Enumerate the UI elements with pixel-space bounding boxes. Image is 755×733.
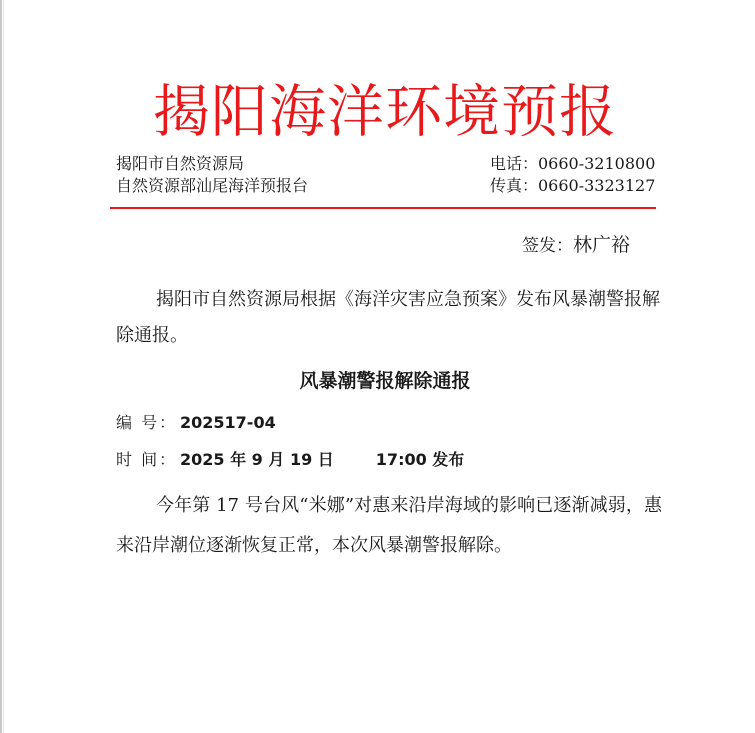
masthead-title: 揭阳海洋环境预报 <box>153 79 617 145</box>
page-edge <box>0 0 2 733</box>
intro-paragraph: 揭阳市自然资源局根据《海洋灾害应急预案》发布风暴潮警报解除通报。 <box>116 289 660 346</box>
time-clock: 17:00 发布 <box>375 450 465 469</box>
fax-number: 传真：0660-3323127 <box>490 176 656 195</box>
contact-block <box>490 153 655 197</box>
page-edge-shadow <box>3 0 4 733</box>
issuer-line-1: 揭阳市自然资源局 <box>116 154 245 173</box>
notice-time-row <box>116 447 464 473</box>
header-divider <box>110 207 656 209</box>
issuer-block <box>116 153 308 197</box>
time-date: 2025 年 9 月 19 日 <box>180 450 334 469</box>
number-value: 202517-04 <box>180 413 276 432</box>
signer-name: 林广裕 <box>573 234 631 256</box>
signer-line <box>522 232 630 259</box>
issuer-line-2: 自然资源部汕尾海洋预报台 <box>116 176 309 195</box>
signer-label: 签发： <box>522 236 573 256</box>
time-label: 时 间： <box>116 450 178 469</box>
phone-number: 电话：0660-3210800 <box>490 154 656 173</box>
notice-number-row <box>116 410 276 436</box>
number-label: 编 号： <box>116 413 178 432</box>
body-paragraph: 今年第 17 号台风“米娜”对惠来沿岸海域的影响已逐渐减弱，惠来沿岸潮位逐渐恢复正常，本次风暴潮警报解除。 <box>116 495 662 556</box>
notice-title: 风暴潮警报解除通报 <box>299 370 471 392</box>
